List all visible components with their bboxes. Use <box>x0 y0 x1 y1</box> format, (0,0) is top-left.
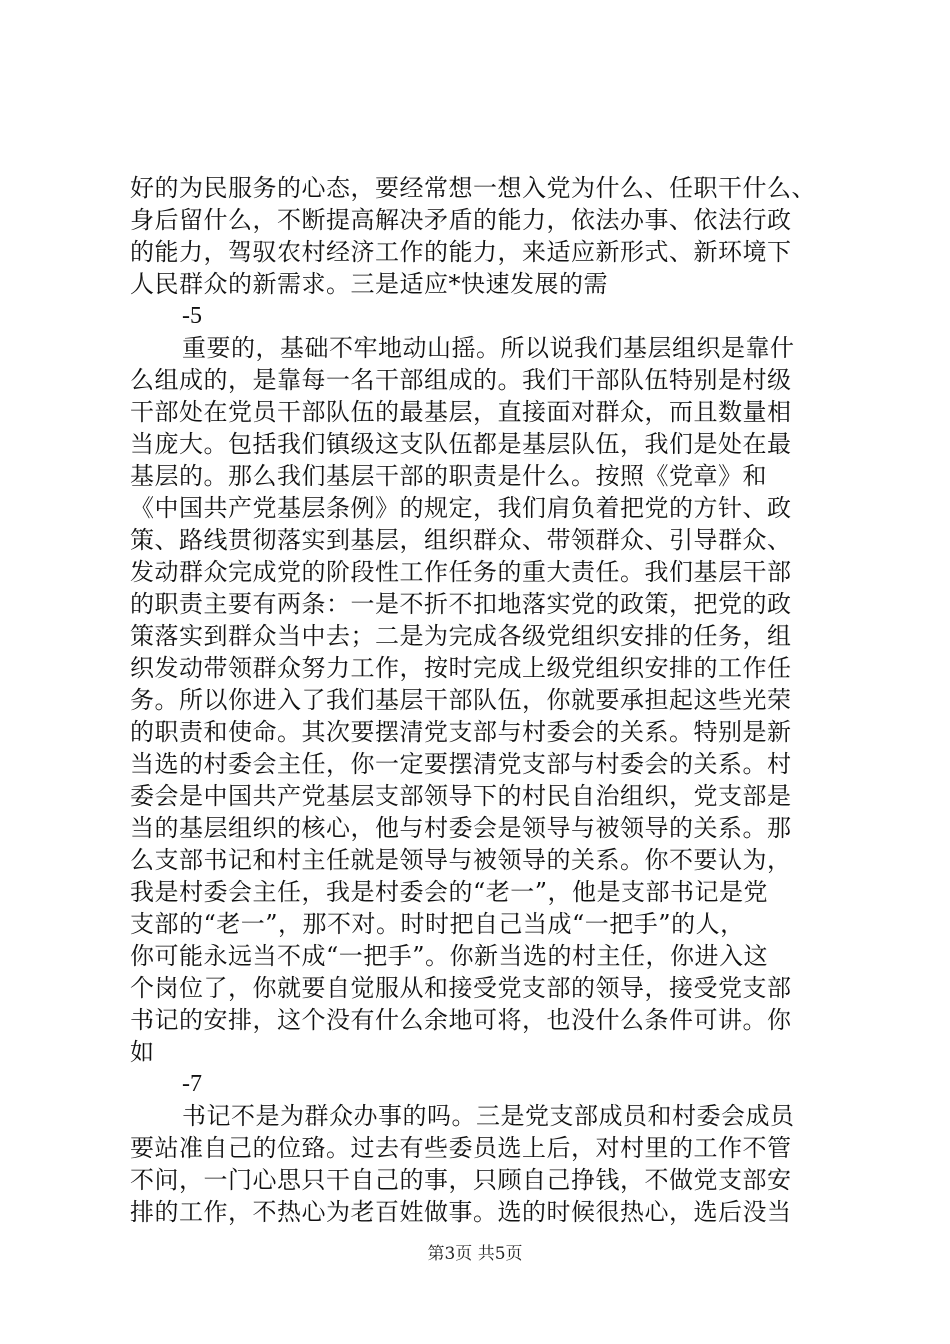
text-line: 不问，一门心思只干自己的事，只顾自己挣钱，不做党支部安 <box>130 1166 792 1194</box>
text-line: 人民群众的新需求。三是适应*快速发展的需 <box>130 270 608 298</box>
text-line: 好的为民服务的心态，要经常想一想入党为什么、任职干什么、 <box>130 174 816 202</box>
text-line: 织发动带领群众努力工作，按时完成上级党组织安排的工作任 <box>130 654 792 682</box>
text-line: 支部的“老一”，那不对。时时把自己当成“一把手”的人， <box>130 910 745 938</box>
document-body <box>130 172 830 1228</box>
text-line: 的能力，驾驭农村经济工作的能力，来适应新形式、新环境下 <box>130 238 792 266</box>
text-line: 策落实到群众当中去；二是为完成各级党组织安排的任务，组 <box>130 622 792 650</box>
paragraph-first-line: 书记不是为群众办事的吗。三是党支部成员和村委会成员 <box>182 1102 795 1130</box>
text-line: 的职责主要有两条：一是不折不扣地落实党的政策，把党的政 <box>130 590 792 618</box>
text-line: 基层的。那么我们基层干部的职责是什么。按照《党章》和 <box>130 462 767 490</box>
text-line: 干部处在党员干部队伍的最基层，直接面对群众，而且数量相 <box>130 398 792 426</box>
text-line: 策、路线贯彻落实到基层，组织群众、带领群众、引导群众、 <box>130 526 792 554</box>
text-line: 当庞大。包括我们镇级这支队伍都是基层队伍，我们是处在最 <box>130 430 792 458</box>
page-break-marker: -7 <box>182 1071 202 1097</box>
text-line: 你可能永远当不成“一把手”。你新当选的村主任，你进入这 <box>130 942 769 970</box>
text-line: 如 <box>130 1038 155 1066</box>
text-line: 个岗位了，你就要自觉服从和接受党支部的领导，接受党支部 <box>130 974 792 1002</box>
paragraph-first-line: 重要的，基础不牢地动山摇。所以说我们基层组织是靠什 <box>182 334 795 362</box>
text-line: 身后留什么，不断提高解决矛盾的能力，依法办事、依法行政 <box>130 206 792 234</box>
text-line: 当选的村委会主任，你一定要摆清党支部与村委会的关系。村 <box>130 750 792 778</box>
text-line: 么组成的，是靠每一名干部组成的。我们干部队伍特别是村级 <box>130 366 792 394</box>
text-line: 我是村委会主任，我是村委会的“老一”，他是支部书记是党 <box>130 878 769 906</box>
text-line: 么支部书记和村主任就是领导与被领导的关系。你不要认为， <box>130 846 792 874</box>
page-break-marker: -5 <box>182 303 202 329</box>
text-line: 的职责和使命。其次要摆清党支部与村委会的关系。特别是新 <box>130 718 792 746</box>
text-line: 务。所以你进入了我们基层干部队伍，你就要承担起这些光荣 <box>130 686 792 714</box>
text-line: 排的工作，不热心为老百姓做事。选的时候很热心，选后没当 <box>130 1198 792 1226</box>
text-line: 发动群众完成党的阶段性工作任务的重大责任。我们基层干部 <box>130 558 792 586</box>
page-footer: 第3页 共5页 <box>427 1244 523 1264</box>
text-line: 《中国共产党基层条例》的规定，我们肩负着把党的方针、政 <box>130 494 792 522</box>
text-line: 委会是中国共产党基层支部领导下的村民自治组织，党支部是 <box>130 782 792 810</box>
text-line: 书记的安排，这个没有什么余地可将，也没什么条件可讲。你 <box>130 1006 792 1034</box>
text-line: 要站准自己的位臵。过去有些委员选上后，对村里的工作不管 <box>130 1134 792 1162</box>
text-line: 当的基层组织的核心，他与村委会是领导与被领导的关系。那 <box>130 814 792 842</box>
